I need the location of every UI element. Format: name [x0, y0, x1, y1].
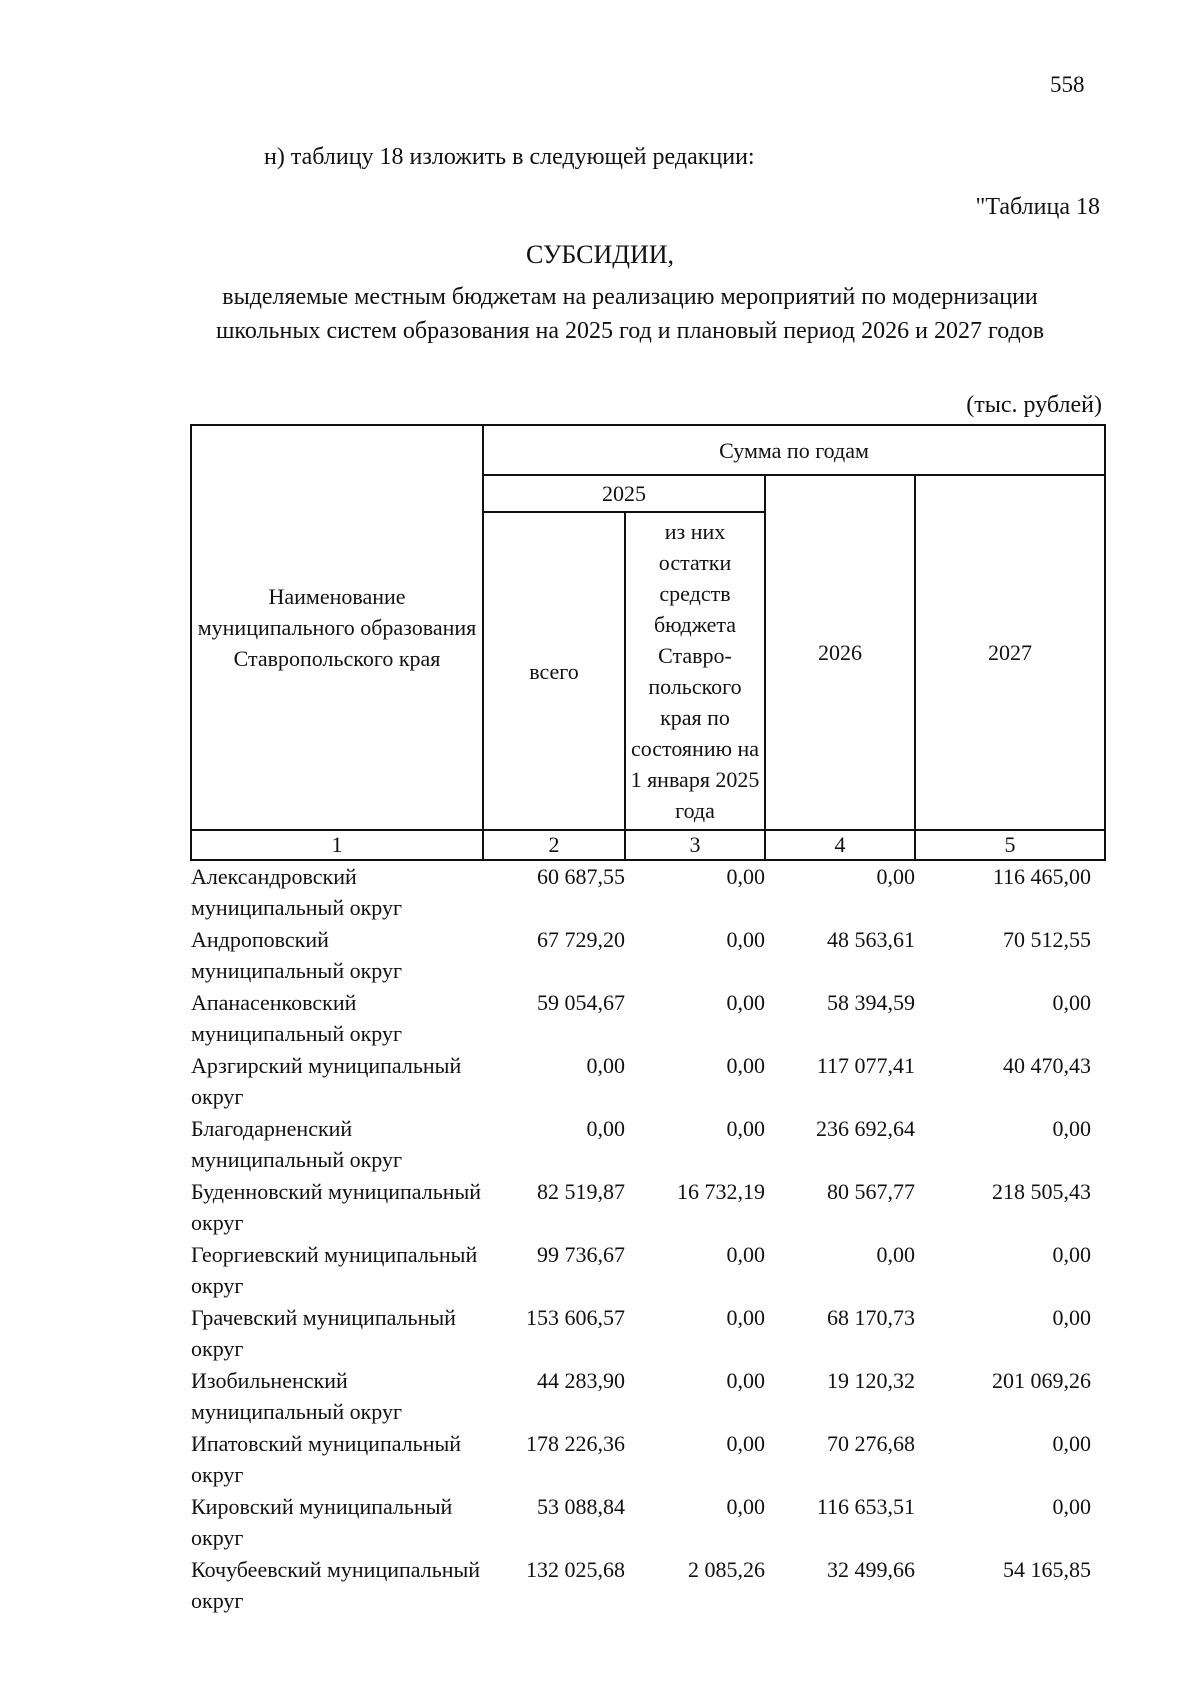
table-row [191, 1365, 1105, 1428]
row-2027: 201 069,26 [992, 1368, 1092, 1393]
row-remains: 0,00 [726, 1368, 765, 1393]
document-subtitle: выделяемые местным бюджетам на реализацию мероприятий по модернизации школьных систем образования на 2025 год и плановый период 2026 и 2027 годов [215, 284, 1045, 344]
col-number: 1 [191, 830, 483, 860]
row-2027: 0,00 [1052, 1305, 1092, 1330]
table-row [191, 1239, 1105, 1302]
row-name: Грачевский муниципальный округ [191, 1305, 456, 1361]
row-2027: 218 505,43 [992, 1179, 1092, 1204]
col-number: 5 [915, 830, 1105, 860]
table-row [191, 987, 1105, 1050]
table-row [191, 1491, 1105, 1554]
row-total: 82 519,87 [537, 1179, 625, 1204]
row-remains: 0,00 [726, 1242, 765, 1267]
col-number: 3 [625, 830, 765, 860]
row-remains: 0,00 [726, 1116, 765, 1141]
row-total: 0,00 [586, 1116, 625, 1141]
row-name: Буденновский муниципальный округ [191, 1179, 482, 1235]
row-remains: 0,00 [726, 1305, 765, 1330]
row-2026: 58 394,59 [827, 990, 915, 1015]
header-name: Наименование муниципального образования Ставропольского края [191, 425, 483, 830]
row-remains: 0,00 [726, 990, 765, 1015]
row-total: 0,00 [586, 1053, 625, 1078]
header-sum-by-years: Сумма по годам [483, 425, 1105, 475]
page-number: 558 [1050, 72, 1085, 97]
row-name: Александровский муниципальный округ [191, 864, 403, 920]
document-title: СУБСИДИИ, [525, 240, 675, 269]
row-remains: 2 085,26 [688, 1557, 765, 1582]
intro-text: н) таблицу 18 изложить в следующей редакции: [264, 144, 755, 170]
row-name: Изобильненский муниципальный округ [191, 1368, 403, 1424]
row-2026: 116 653,51 [816, 1494, 915, 1519]
row-2026: 48 563,61 [827, 927, 915, 952]
row-total: 178 226,36 [526, 1431, 625, 1456]
row-total: 99 736,67 [537, 1242, 625, 1267]
row-name: Кировский муниципальный округ [191, 1494, 453, 1550]
row-name: Андроповский муниципальный округ [191, 927, 403, 983]
row-2026: 0,00 [876, 864, 915, 889]
row-remains: 16 732,19 [677, 1179, 765, 1204]
header-year-2027: 2027 [915, 475, 1105, 830]
row-2026: 19 120,32 [827, 1368, 915, 1393]
row-2027: 40 470,43 [1003, 1053, 1092, 1078]
row-remains: 0,00 [726, 864, 765, 889]
col-number: 4 [765, 830, 915, 860]
row-total: 60 687,55 [537, 864, 625, 889]
row-remains: 0,00 [726, 1053, 765, 1078]
row-2026: 117 077,41 [816, 1053, 915, 1078]
row-2026: 70 276,68 [827, 1431, 915, 1456]
header-remains: из них остатки средств бюджета Ставро-польского края по состоянию на 1 января 2025 года [625, 512, 765, 830]
header-year-2025: 2025 [483, 475, 765, 512]
units-label: (тыс. рублей) [966, 392, 1102, 418]
table-row [191, 1428, 1105, 1491]
table-label: "Таблица 18 [975, 194, 1100, 220]
header-total: всего [483, 512, 625, 830]
row-total: 132 025,68 [526, 1557, 625, 1582]
row-2027: 0,00 [1052, 1116, 1092, 1141]
col-number: 2 [483, 830, 625, 860]
row-2027: 0,00 [1052, 1242, 1092, 1267]
table-row [191, 1050, 1105, 1113]
row-2026: 0,00 [876, 1242, 915, 1267]
row-2026: 68 170,73 [827, 1305, 915, 1330]
row-name: Благодарненский муниципальный округ [191, 1116, 403, 1172]
table-row [191, 860, 1105, 924]
table-row [191, 924, 1105, 987]
row-total: 53 088,84 [537, 1494, 625, 1519]
row-2026: 80 567,77 [827, 1179, 915, 1204]
row-2027: 0,00 [1052, 1494, 1092, 1519]
row-name: Георгиевский муниципальный округ [191, 1242, 478, 1298]
row-remains: 0,00 [726, 1494, 765, 1519]
subsidies-table [190, 424, 1106, 1617]
table-row [191, 1176, 1105, 1239]
row-2027: 0,00 [1052, 1431, 1092, 1456]
table-row [191, 1302, 1105, 1365]
row-remains: 0,00 [726, 927, 765, 952]
row-2027: 0,00 [1052, 990, 1092, 1015]
row-total: 44 283,90 [537, 1368, 625, 1393]
row-2027: 54 165,85 [1003, 1557, 1092, 1582]
row-2026: 236 692,64 [816, 1116, 915, 1141]
row-name: Апанасенковский муниципальный округ [191, 990, 403, 1046]
row-total: 67 729,20 [537, 927, 625, 952]
row-total: 153 606,57 [526, 1305, 625, 1330]
row-2027: 70 512,55 [1003, 927, 1092, 952]
row-name: Ипатовский муниципальный округ [191, 1431, 462, 1487]
row-name: Арзгирский муниципальный округ [191, 1053, 462, 1109]
table-row [191, 1113, 1105, 1176]
header-year-2026: 2026 [765, 475, 915, 830]
table-row [191, 1554, 1105, 1617]
row-remains: 0,00 [726, 1431, 765, 1456]
row-name: Кочубеевский муниципальный округ [191, 1557, 481, 1613]
row-total: 59 054,67 [537, 990, 625, 1015]
row-2026: 32 499,66 [827, 1557, 915, 1582]
row-2027: 116 465,00 [992, 864, 1092, 889]
